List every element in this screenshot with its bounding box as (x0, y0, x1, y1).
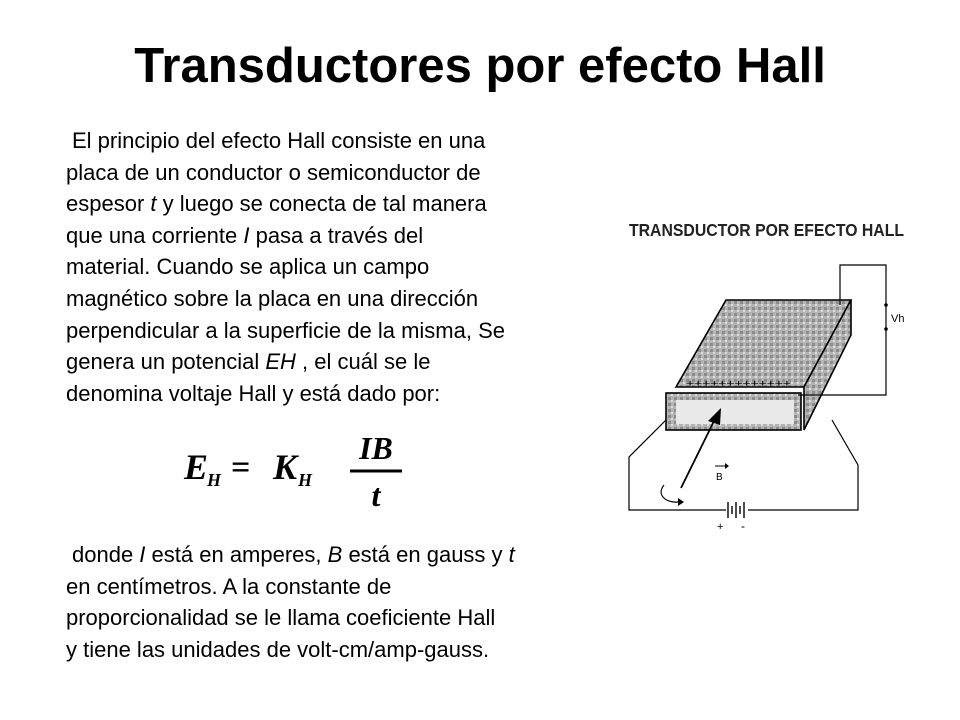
text-line: espesor t y luego se conecta de tal manera (66, 191, 487, 217)
text-line: y tiene las unidades de volt-cm/amp-gauss. (66, 636, 490, 662)
battery-icon (728, 502, 744, 518)
battery-plus-label: + (717, 521, 724, 533)
formula-numerator: IB (359, 430, 393, 466)
intro-paragraph (66, 125, 616, 409)
slide-title: Transductores por efecto Hall (134, 39, 826, 93)
formula-k: K (273, 447, 298, 487)
text-line: magnético sobre la placa en una dirección (66, 285, 479, 311)
formula-k-sub: H (298, 470, 313, 490)
formula-e: E (184, 447, 209, 487)
battery-minus-label: - (741, 519, 745, 533)
text-line: perpendicular a la superficie de la misma, Se (66, 317, 506, 343)
formula-e-sub: H (207, 470, 222, 490)
plate-positive-charges: +++++++++++++ (686, 379, 792, 389)
figure-title: TRANSDUCTOR POR EFECTO HALL (629, 220, 905, 240)
text-line: que una corriente I pasa a través del (66, 222, 424, 248)
text-line: placa de un conductor o semiconductor de (66, 159, 481, 185)
text-line: denomina voltaje Hall y está dado por: (66, 380, 441, 406)
text-line: donde I está en amperes, B está en gauss y t (72, 542, 515, 567)
text-line: El principio del efecto Hall consiste en una (72, 128, 486, 153)
current-direction-arrow (661, 485, 678, 502)
vh-label: Vh (891, 313, 905, 325)
text-line: en centímetros. A la constante de (66, 573, 392, 599)
text-line: material. Cuando se aplica un campo (66, 254, 430, 280)
formula-denominator: t (371, 477, 381, 513)
text-line: proporcionalidad se le llama coeficiente Hall (66, 605, 496, 631)
b-field-label: B (716, 472, 723, 483)
text-line: genera un potencial EH , el cuál se le (66, 349, 431, 375)
formula-equals: = (231, 449, 251, 486)
conclusion-paragraph (66, 539, 616, 665)
hall-voltage-formula (180, 428, 405, 514)
hall-transducer-diagram (626, 205, 916, 535)
plate-negative-charges: - - - - - - - - - - - - - (678, 425, 788, 435)
